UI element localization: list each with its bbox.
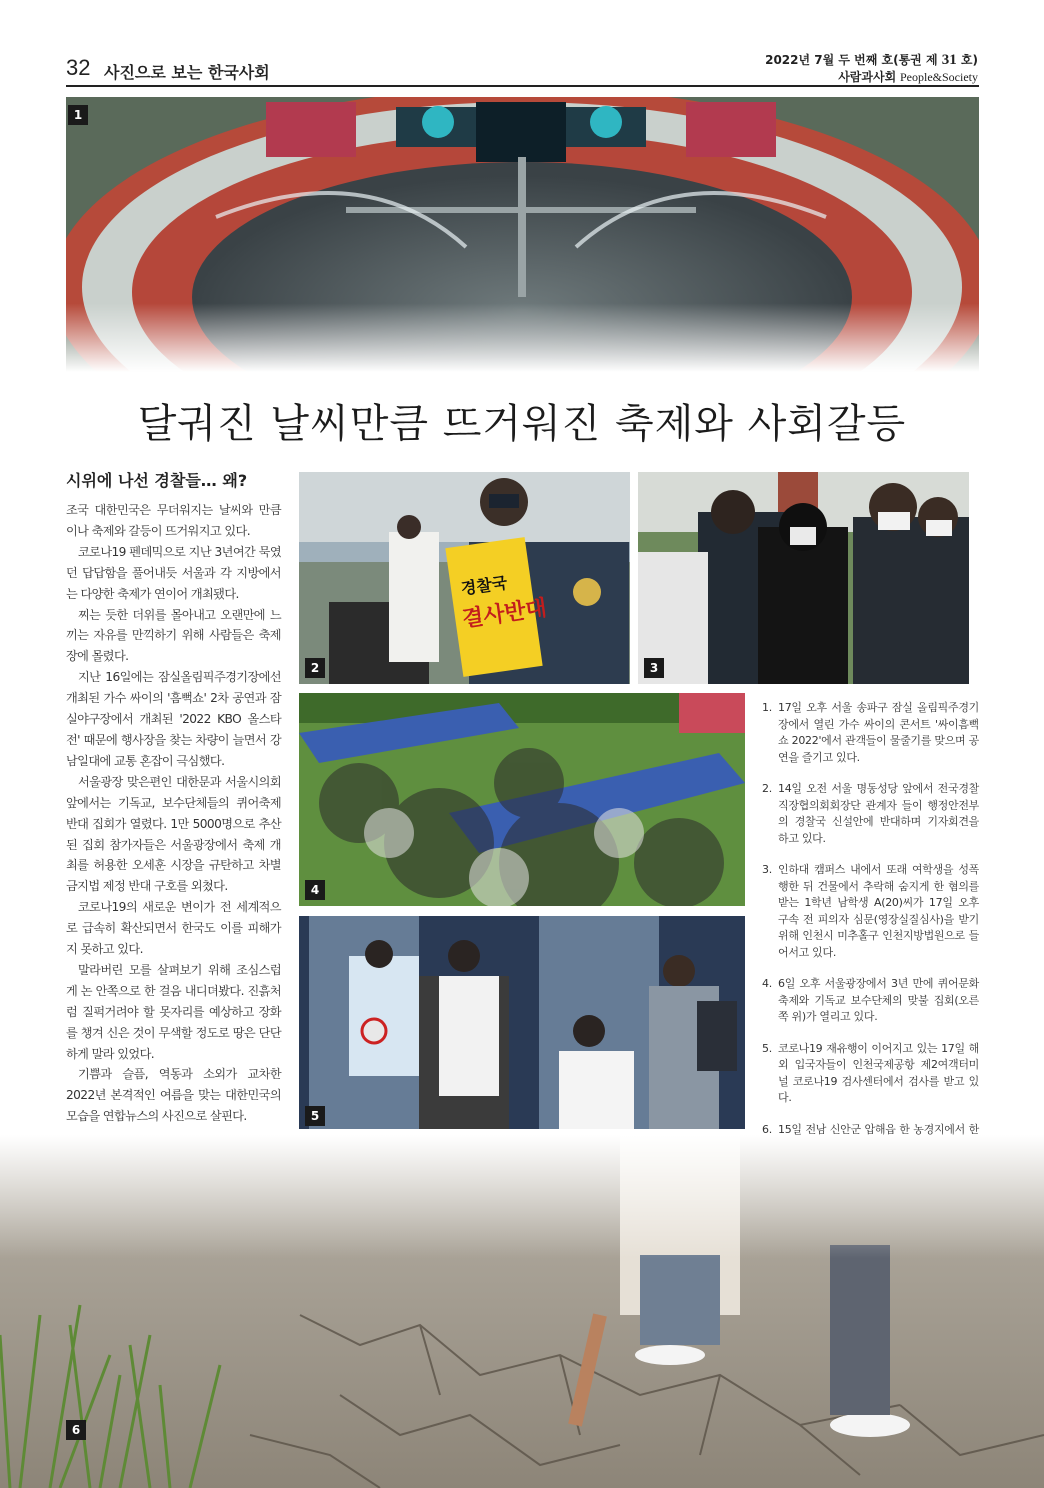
issue-suffix: 호) xyxy=(960,53,978,67)
photo-concert-stadium xyxy=(66,97,979,372)
caption-2 xyxy=(762,781,979,847)
photo-police-protest xyxy=(299,472,630,684)
issue-number: 31 xyxy=(941,52,957,68)
header-rule xyxy=(66,85,979,87)
photo-badge-3: 3 xyxy=(644,658,664,678)
article-paragraph: 조국 대한민국은 무더워지는 날씨와 만큼 이나 축제와 갈등이 뜨거워지고 있다. xyxy=(66,503,281,538)
caption-number: 1. xyxy=(762,701,772,714)
photo-badge-4: 4 xyxy=(305,880,325,900)
caption-number: 2. xyxy=(762,782,772,795)
caption-text: 코로나19 재유행이 이어지고 있는 17일 해외 입국자들이 인천국제공항 제2여객터미널 코로나19 검사센터에서 검사를 받고 있다. xyxy=(778,1041,979,1104)
article-paragraph: 기쁨과 슬픔, 역동과 소외가 교차한 2022년 본격적인 여름을 맞는 대한민국의 모습을 연합뉴스의 사진으로 살핀다. xyxy=(66,1067,281,1124)
article-body xyxy=(66,500,281,1127)
caption-number: 6. xyxy=(762,1122,772,1136)
article-paragraph: 코로나19 펜데믹으로 지난 3년여간 묵였던 답답함을 풀어내듯 서울과 각 지방에서는 다양한 축제가 연이어 개최됐다. xyxy=(66,544,281,601)
photo-badge-6: 6 xyxy=(66,1420,86,1440)
article-paragraph: 찌는 듯한 더위를 몰아내고 오랜만에 느끼는 자유를 만끽하기 위해 사람들은 축제장에 몰렸다. xyxy=(66,607,281,664)
article-paragraph: 코로나19의 새로운 변이가 전 세계적으로 급속히 확산되면서 한국도 이를 피해가지 못하고 있다. xyxy=(66,900,281,957)
caption-text: 6일 오후 서울광장에서 3년 만에 퀴어문화축제와 기독교 보수단체의 맞불 집회(오른쪽 위)가 열리고 있다. xyxy=(778,977,979,1023)
issue-prefix: 2022년 7월 두 번째 호(통권 제 xyxy=(765,53,938,67)
publication-name xyxy=(838,68,978,85)
section-title: 사진으로 보는 한국사회 xyxy=(104,63,270,82)
photo-badge-5: 5 xyxy=(305,1106,325,1126)
caption-1 xyxy=(762,700,979,766)
caption-text: 15일 전남 신안군 압해읍 한 농경지에서 한 xyxy=(778,1122,979,1136)
caption-text: 인하대 캠퍼스 내에서 또래 여학생을 성폭행한 뒤 건물에서 추락해 숨지게 한 혐의를 받는 1학년 남학생 A(20)씨가 17일 오후 구속 전 피의자 심문(영장실질심사)을 받기 위해 인천시 미추홀구 인천지방법원으로 들어서고 있다. xyxy=(778,863,979,959)
article-paragraph: 서울광장 맞은편인 대한문과 서울시의회 앞에서는 기독교, 보수단체들의 퀴어축제 반대 집회가 열렸다. 1만 5000명으로 추산된 집회 참가자들은 서울광장에서 축제 개최를 허용한 오세훈 시장을 규탄하고 차별금지법 제정 반대 구호를 외쳤다. xyxy=(66,774,281,894)
publication-en: People&Society xyxy=(900,70,978,84)
photo-drought-field xyxy=(0,1135,1044,1488)
photo-badge-1: 1 xyxy=(68,105,88,125)
headline: 달궈진 날씨만큼 뜨거워진 축제와 사회갈등 xyxy=(137,401,907,447)
photo-covid-test-center xyxy=(299,916,745,1129)
article-paragraph: 지난 16일에는 잠실올림픽주경기장에선 개최된 가수 싸이의 '흠뻑쇼' 2차 공연과 잠실야구장에서 개최된 '2022 KBO 올스타전' 때문에 행사장을 찾는 차량이 늘면서 강남일대에 교통 혼잡이 극심했다. xyxy=(66,670,281,768)
caption-text: 17일 오후 서울 송파구 잠실 올림픽주경기장에서 열린 가수 싸이의 콘서트 '싸이흠뻑쇼 2022'에서 관객들이 물줄기를 맞으며 공연을 즐기고 있다. xyxy=(778,701,979,764)
publication-ko: 사람과사회 xyxy=(838,70,897,84)
subheading: 시위에 나선 경찰들… 왜? xyxy=(66,471,248,490)
photo-captions xyxy=(762,700,979,1170)
caption-number: 5. xyxy=(762,1041,772,1055)
issue-info xyxy=(765,52,978,68)
caption-text: 14일 오전 서울 명동성당 앞에서 전국경찰직장협의회회장단 관계자 들이 행정안전부의 경찰국 신설안에 반대하며 기자회견을 하고 있다. xyxy=(778,782,979,845)
caption-number: 4. xyxy=(762,977,772,990)
caption-3 xyxy=(762,862,979,961)
photo-queer-festival xyxy=(299,693,745,906)
caption-5 xyxy=(762,1041,979,1107)
page-number: 32 xyxy=(66,55,91,80)
caption-4 xyxy=(762,976,979,1026)
sign-police-bureau: 경찰국 xyxy=(459,573,509,599)
caption-number: 3. xyxy=(762,863,772,876)
sign-strongly-oppose: 결사반대 xyxy=(460,595,549,633)
photo-badge-2: 2 xyxy=(305,658,325,678)
article-paragraph: 말라버린 모를 살펴보기 위해 조심스럽게 논 안쪽으로 한 걸음 내디뎌봤다. 진흙처럼 질퍽거려야 할 못자리를 예상하고 장화를 챙겨 신은 것이 무색할 정도로 땅은 단단하게 말라 있었다. xyxy=(66,962,281,1061)
photo-suspect-escort xyxy=(638,472,969,684)
